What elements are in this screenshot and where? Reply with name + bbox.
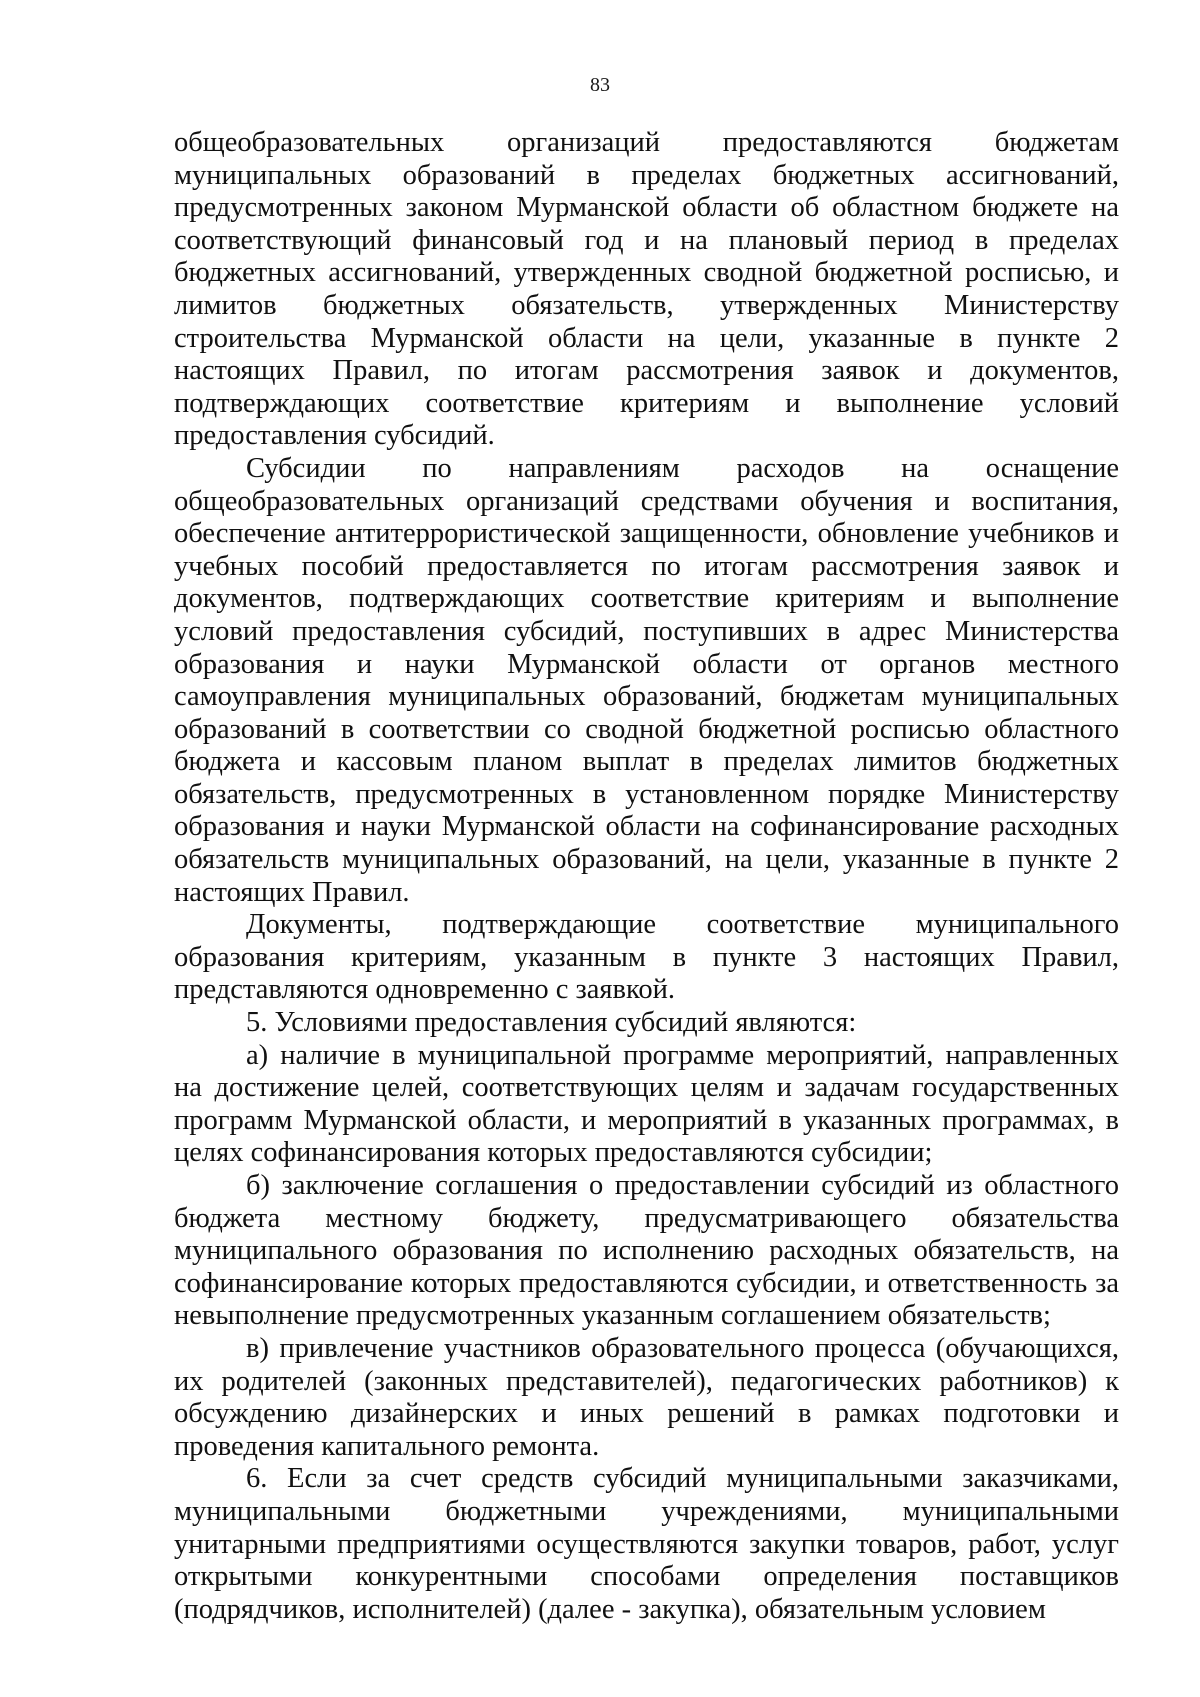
paragraph-subsidies-equipment: Субсидии по направлениям расходов на оснащение общеобразовательных организаций средствами обучения и воспитания, обеспечение антитеррористической защищенности, обновление учебников и учебных пособий предоставляется по итогам рассмотрения заявок и документов, подтверждающих соответствие критериям и выполнение условий предоставления субсидий, поступивших в адрес Министерства образования и науки Мурманской области от органов местного самоуправления муниципальных образований, бюджетам муниципальных образований в соответствии со сводной бюджетной росписью областного бюджета и кассовым планом выплат в пределах лимитов бюджетных обязательств, предусмотренных в установленном порядке Министерству образования и науки Мурманской области на софинансирование расходных обязательств муниципальных образований, на цели, указанные в пункте 2 настоящих Правил. xyxy=(174,452,1119,908)
page-number: 83 xyxy=(590,74,610,96)
paragraph-item-5a: а) наличие в муниципальной программе мероприятий, направленных на достижение целей, соответствующих целям и задачам государственных программ Мурманской области, и мероприятий в указанных программах, в целях софинансирования которых предоставляются субсидии; xyxy=(174,1039,1119,1169)
paragraph-documents: Документы, подтверждающие соответствие муниципального образования критериям, указанным в пункте 3 настоящих Правил, представляются одновременно с заявкой. xyxy=(174,909,1119,1006)
paragraph-item-5b: б) заключение соглашения о предоставлении субсидий из областного бюджета местному бюджету, предусматривающего обязательства муниципального образования по исполнению расходных обязательств, на софинансирование которых предоставляются субсидии, и ответственность за невыполнение предусмотренных указанным соглашением обязательств; xyxy=(174,1170,1119,1332)
paragraph-item-5v: в) привлечение участников образовательного процесса (обучающихся, их родителей (законных представителей), педагогических работников) к обсуждению дизайнерских и иных решений в рамках подготовки и проведения капитального ремонта. xyxy=(174,1332,1119,1462)
document-body xyxy=(174,127,1119,1626)
paragraph-continuation: общеобразовательных организаций предоставляются бюджетам муниципальных образований в пределах бюджетных ассигнований, предусмотренных законом Мурманской области об областном бюджете на соответствующий финансовый год и на плановый период в пределах бюджетных ассигнований, утвержденных сводной бюджетной росписью, и лимитов бюджетных обязательств, утвержденных Министерству строительства Мурманской области на цели, указанные в пункте 2 настоящих Правил, по итогам рассмотрения заявок и документов, подтверждающих соответствие критериям и выполнение условий предоставления субсидий. xyxy=(174,127,1119,452)
paragraph-item-6: 6. Если за счет средств субсидий муниципальными заказчиками, муниципальными бюджетными учреждениями, муниципальными унитарными предприятиями осуществляются закупки товаров, работ, услуг открытыми конкурентными способами определения поставщиков (подрядчиков, исполнителей) (далее - закупка), обязательным условием xyxy=(174,1463,1119,1625)
paragraph-item-5: 5. Условиями предоставления субсидий являются: xyxy=(246,1007,857,1039)
